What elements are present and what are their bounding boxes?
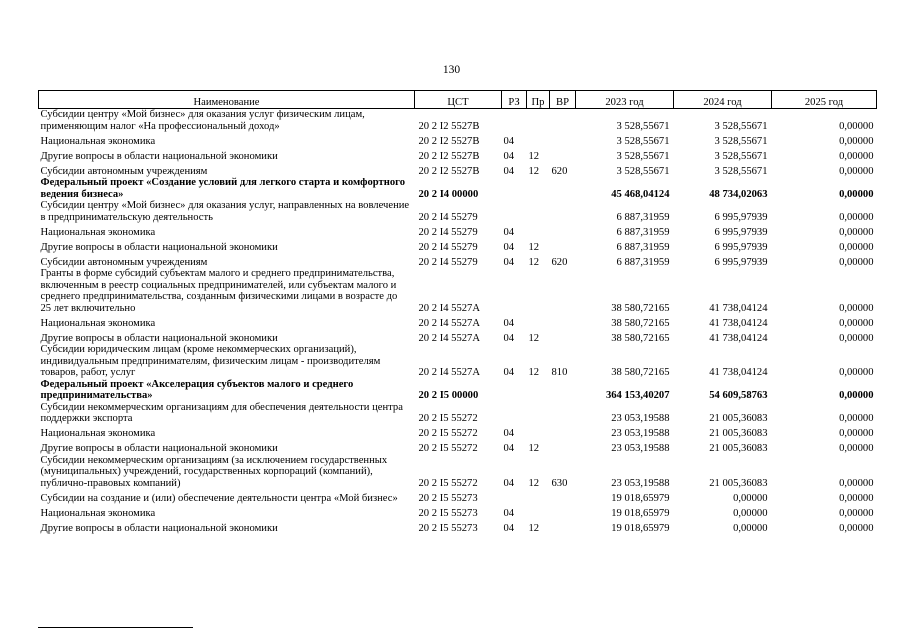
cell-vr <box>550 314 576 329</box>
cell-name: Субсидии некоммерческим организациям (за исключением государственных (муниципальных) учреждений, государственных корпораций (компаний), публично-правовых компаний) <box>40 454 388 489</box>
cell-2023: 6 887,31959 <box>616 226 670 238</box>
cell-vr <box>550 379 576 402</box>
cell-cst: 20 2 I2 5527В <box>418 165 480 177</box>
header-cst: ЦСТ <box>415 91 502 109</box>
cell-vr <box>550 200 576 223</box>
cell-2023: 23 053,19588 <box>611 443 670 454</box>
table-header-row <box>39 91 877 109</box>
cell-pr: 12 <box>528 443 540 454</box>
cell-name: Национальная экономика <box>40 226 156 238</box>
cell-2024: 6 995,97939 <box>714 211 768 223</box>
cell-2024: 41 738,04124 <box>709 302 768 314</box>
table-row <box>39 314 877 329</box>
cell-name: Национальная экономика <box>40 317 156 329</box>
cell-2024: 41 738,04124 <box>709 332 768 344</box>
cell-cst: 20 2 I2 5527В <box>418 135 480 147</box>
table-row <box>39 132 877 147</box>
cell-2024: 0,00000 <box>733 492 768 504</box>
cell-2025: 0,00000 <box>839 317 874 329</box>
table-row <box>39 223 877 238</box>
page-number: 130 <box>442 64 461 76</box>
cell-name: Другие вопросы в области национальной экономики <box>40 522 278 534</box>
cell-2023: 19 018,65979 <box>611 492 670 504</box>
cell-2025: 0,00000 <box>839 477 874 489</box>
header-2023: 2023 год <box>576 91 674 109</box>
cell-vr <box>550 147 576 162</box>
table-row <box>39 147 877 162</box>
table-row <box>39 329 877 344</box>
cell-2023: 38 580,72165 <box>611 317 670 329</box>
cell-2024: 41 738,04124 <box>709 317 768 329</box>
footnote-divider <box>38 627 193 628</box>
cell-rz: 04 <box>503 150 515 162</box>
cell-pr: 12 <box>528 256 540 268</box>
cell-vr <box>550 268 576 314</box>
budget-table <box>38 90 877 534</box>
cell-rz: 04 <box>503 241 515 253</box>
table-row <box>39 455 877 490</box>
cell-2024: 21 005,36083 <box>709 428 768 439</box>
cell-2024: 54 609,58763 <box>709 390 768 401</box>
cell-name: Субсидии автономным учреждениям <box>40 165 208 177</box>
cell-vr <box>550 519 576 534</box>
header-rz: РЗ <box>502 91 527 109</box>
cell-rz: 04 <box>503 226 515 238</box>
cell-2024: 41 738,04124 <box>709 367 768 378</box>
header-2024: 2024 год <box>674 91 772 109</box>
cell-2025: 0,00000 <box>839 507 874 519</box>
cell-cst: 20 2 I5 55272 <box>418 443 478 454</box>
table-row <box>39 253 877 268</box>
cell-rz <box>502 200 527 223</box>
cell-vr <box>550 132 576 147</box>
cell-cst: 20 2 I4 55279 <box>418 226 478 238</box>
cell-2023: 3 528,55671 <box>616 165 670 177</box>
cell-2025: 0,00000 <box>839 492 874 504</box>
cell-cst: 20 2 I5 55272 <box>418 413 478 424</box>
cell-pr: 12 <box>528 165 540 177</box>
cell-2023: 38 580,72165 <box>611 302 670 314</box>
cell-2023: 6 887,31959 <box>616 211 670 223</box>
cell-2023: 3 528,55671 <box>616 150 670 162</box>
cell-rz: 04 <box>503 443 515 454</box>
cell-2023: 23 053,19588 <box>611 413 670 424</box>
cell-2023: 23 053,19588 <box>611 477 670 489</box>
cell-2024: 0,00000 <box>733 507 768 519</box>
cell-2024: 48 734,02063 <box>709 188 768 200</box>
cell-cst: 20 2 I5 55273 <box>418 522 478 534</box>
table-row <box>39 109 877 133</box>
cell-2025: 0,00000 <box>839 367 874 378</box>
table-row <box>39 504 877 519</box>
cell-name: Федеральный проект «Создание условий для легкого старта и комфортного ведения бизнеса» <box>40 177 405 200</box>
table-row <box>39 402 877 425</box>
cell-2025: 0,00000 <box>839 241 874 253</box>
cell-pr: 12 <box>528 332 540 344</box>
cell-name: Другие вопросы в области национальной экономики <box>40 443 278 454</box>
cell-name: Национальная экономика <box>40 428 156 439</box>
cell-cst: 20 2 I4 55279 <box>418 211 478 223</box>
cell-2025: 0,00000 <box>839 332 874 344</box>
cell-2024: 21 005,36083 <box>709 477 768 489</box>
cell-2023: 6 887,31959 <box>616 241 670 253</box>
cell-rz: 04 <box>503 477 515 489</box>
cell-2024: 3 528,55671 <box>714 150 768 162</box>
cell-pr: 12 <box>528 522 540 534</box>
cell-cst: 20 2 I5 55272 <box>418 428 478 439</box>
cell-vr <box>550 489 576 504</box>
cell-2024: 6 995,97939 <box>714 241 768 253</box>
cell-2025: 0,00000 <box>839 443 874 454</box>
cell-pr <box>527 132 550 147</box>
cell-pr <box>527 379 550 402</box>
table-row <box>39 238 877 253</box>
cell-name: Субсидии центру «Мой бизнес» для оказания услуг физическим лицам, применяющим налог «На профессиональный доход» <box>40 109 365 132</box>
cell-pr: 12 <box>528 477 540 489</box>
cell-name: Другие вопросы в области национальной экономики <box>40 241 278 253</box>
cell-vr <box>550 109 576 133</box>
table-row <box>39 200 877 223</box>
cell-2024: 6 995,97939 <box>714 226 768 238</box>
header-name: Наименование <box>39 91 415 109</box>
cell-pr <box>527 402 550 425</box>
cell-cst: 20 2 I4 5527А <box>418 302 480 314</box>
cell-rz <box>502 489 527 504</box>
cell-vr <box>550 177 576 200</box>
cell-2025: 0,00000 <box>839 120 874 132</box>
cell-pr <box>527 489 550 504</box>
cell-rz: 04 <box>503 367 515 378</box>
cell-name: Другие вопросы в области национальной экономики <box>40 150 278 162</box>
cell-2023: 364 153,40207 <box>605 390 670 401</box>
cell-2025: 0,00000 <box>839 150 874 162</box>
cell-2025: 0,00000 <box>839 413 874 424</box>
cell-pr <box>527 109 550 133</box>
cell-vr <box>550 440 576 455</box>
cell-vr <box>550 425 576 440</box>
cell-vr: 630 <box>551 477 568 489</box>
cell-rz: 04 <box>503 507 515 519</box>
cell-vr: 810 <box>551 367 568 378</box>
cell-cst: 20 2 I4 5527А <box>418 332 480 344</box>
cell-rz <box>502 109 527 133</box>
cell-name: Субсидии некоммерческим организациям для обеспечения деятельности центра поддержки экспорта <box>40 401 403 424</box>
cell-2024: 3 528,55671 <box>714 120 768 132</box>
cell-cst: 20 2 I4 5527А <box>418 317 480 329</box>
cell-pr <box>527 223 550 238</box>
header-pr: Пр <box>527 91 550 109</box>
cell-pr <box>527 314 550 329</box>
cell-2025: 0,00000 <box>839 302 874 314</box>
cell-2024: 21 005,36083 <box>709 413 768 424</box>
cell-2025: 0,00000 <box>839 522 874 534</box>
cell-name: Федеральный проект «Акселерация субъектов малого и среднего предпринимательства» <box>40 378 354 401</box>
cell-2023: 38 580,72165 <box>611 332 670 344</box>
cell-cst: 20 2 I4 5527А <box>418 367 480 378</box>
table-row <box>39 162 877 177</box>
cell-rz: 04 <box>503 135 515 147</box>
cell-vr <box>550 223 576 238</box>
cell-2025: 0,00000 <box>839 428 874 439</box>
cell-rz <box>502 268 527 314</box>
cell-name: Субсидии юридическим лицам (кроме некоммерческих организаций), индивидуальным предпринимателям, физическим лицам - производителям товаров, работ, услуг <box>40 344 381 378</box>
cell-cst: 20 2 I2 5527В <box>418 120 480 132</box>
table-row <box>39 268 877 314</box>
cell-2025: 0,00000 <box>839 390 874 401</box>
cell-cst: 20 2 I4 55279 <box>418 256 478 268</box>
cell-pr <box>527 200 550 223</box>
cell-rz: 04 <box>503 428 515 439</box>
cell-rz <box>502 177 527 200</box>
cell-name: Гранты в форме субсидий субъектам малого и среднего предпринимательства, включенным в реестр социальных предпринимателей, или субъектам малого и среднего предпринимательства, созданным физическими лицами в возрасте до 25 лет включительно <box>40 268 398 314</box>
cell-2025: 0,00000 <box>839 188 874 200</box>
cell-rz: 04 <box>503 165 515 177</box>
cell-2025: 0,00000 <box>839 165 874 177</box>
cell-name: Другие вопросы в области национальной экономики <box>40 332 278 344</box>
cell-2024: 6 995,97939 <box>714 256 768 268</box>
cell-name: Субсидии центру «Мой бизнес» для оказания услуг, направленных на вовлечение в предпринимательскую деятельность <box>40 200 410 223</box>
table-row <box>39 379 877 402</box>
table-row <box>39 344 877 379</box>
table-row <box>39 177 877 200</box>
cell-2025: 0,00000 <box>839 256 874 268</box>
cell-2024: 3 528,55671 <box>714 165 768 177</box>
cell-cst: 20 2 I5 55272 <box>418 477 478 489</box>
cell-vr <box>550 329 576 344</box>
cell-vr <box>550 504 576 519</box>
header-2025: 2025 год <box>772 91 877 109</box>
cell-2023: 6 887,31959 <box>616 256 670 268</box>
cell-2025: 0,00000 <box>839 211 874 223</box>
cell-name: Национальная экономика <box>40 507 156 519</box>
cell-vr: 620 <box>551 165 568 177</box>
cell-2025: 0,00000 <box>839 226 874 238</box>
cell-2023: 3 528,55671 <box>616 135 670 147</box>
cell-name: Субсидии на создание и (или) обеспечение деятельности центра «Мой бизнес» <box>40 492 398 504</box>
cell-vr <box>550 238 576 253</box>
cell-2025: 0,00000 <box>839 135 874 147</box>
cell-2023: 38 580,72165 <box>611 367 670 378</box>
cell-name: Субсидии автономным учреждениям <box>40 256 208 268</box>
cell-pr <box>527 425 550 440</box>
cell-vr <box>550 402 576 425</box>
cell-pr: 12 <box>528 241 540 253</box>
table-row <box>39 519 877 534</box>
cell-2023: 23 053,19588 <box>611 428 670 439</box>
cell-2023: 19 018,65979 <box>611 507 670 519</box>
cell-rz: 04 <box>503 332 515 344</box>
cell-pr: 12 <box>528 367 540 378</box>
cell-name: Национальная экономика <box>40 135 156 147</box>
cell-pr <box>527 504 550 519</box>
cell-rz: 04 <box>503 522 515 534</box>
cell-rz <box>502 379 527 402</box>
cell-cst: 20 2 I5 55273 <box>418 507 478 519</box>
table-body <box>39 109 877 535</box>
table-row <box>39 440 877 455</box>
cell-2024: 3 528,55671 <box>714 135 768 147</box>
cell-2024: 0,00000 <box>733 522 768 534</box>
cell-cst: 20 2 I2 5527В <box>418 150 480 162</box>
cell-pr <box>527 268 550 314</box>
cell-2023: 45 468,04124 <box>611 188 670 200</box>
cell-cst: 20 2 I4 00000 <box>418 188 479 200</box>
cell-pr <box>527 177 550 200</box>
cell-cst: 20 2 I4 55279 <box>418 241 478 253</box>
cell-2023: 3 528,55671 <box>616 120 670 132</box>
cell-rz: 04 <box>503 317 515 329</box>
cell-vr: 620 <box>551 256 568 268</box>
cell-cst: 20 2 I5 00000 <box>418 390 479 401</box>
cell-cst: 20 2 I5 55273 <box>418 492 478 504</box>
header-vr: ВР <box>550 91 576 109</box>
cell-2024: 21 005,36083 <box>709 443 768 454</box>
table-row <box>39 489 877 504</box>
cell-2023: 19 018,65979 <box>611 522 670 534</box>
cell-pr: 12 <box>528 150 540 162</box>
table-row <box>39 425 877 440</box>
cell-rz: 04 <box>503 256 515 268</box>
cell-rz <box>502 402 527 425</box>
